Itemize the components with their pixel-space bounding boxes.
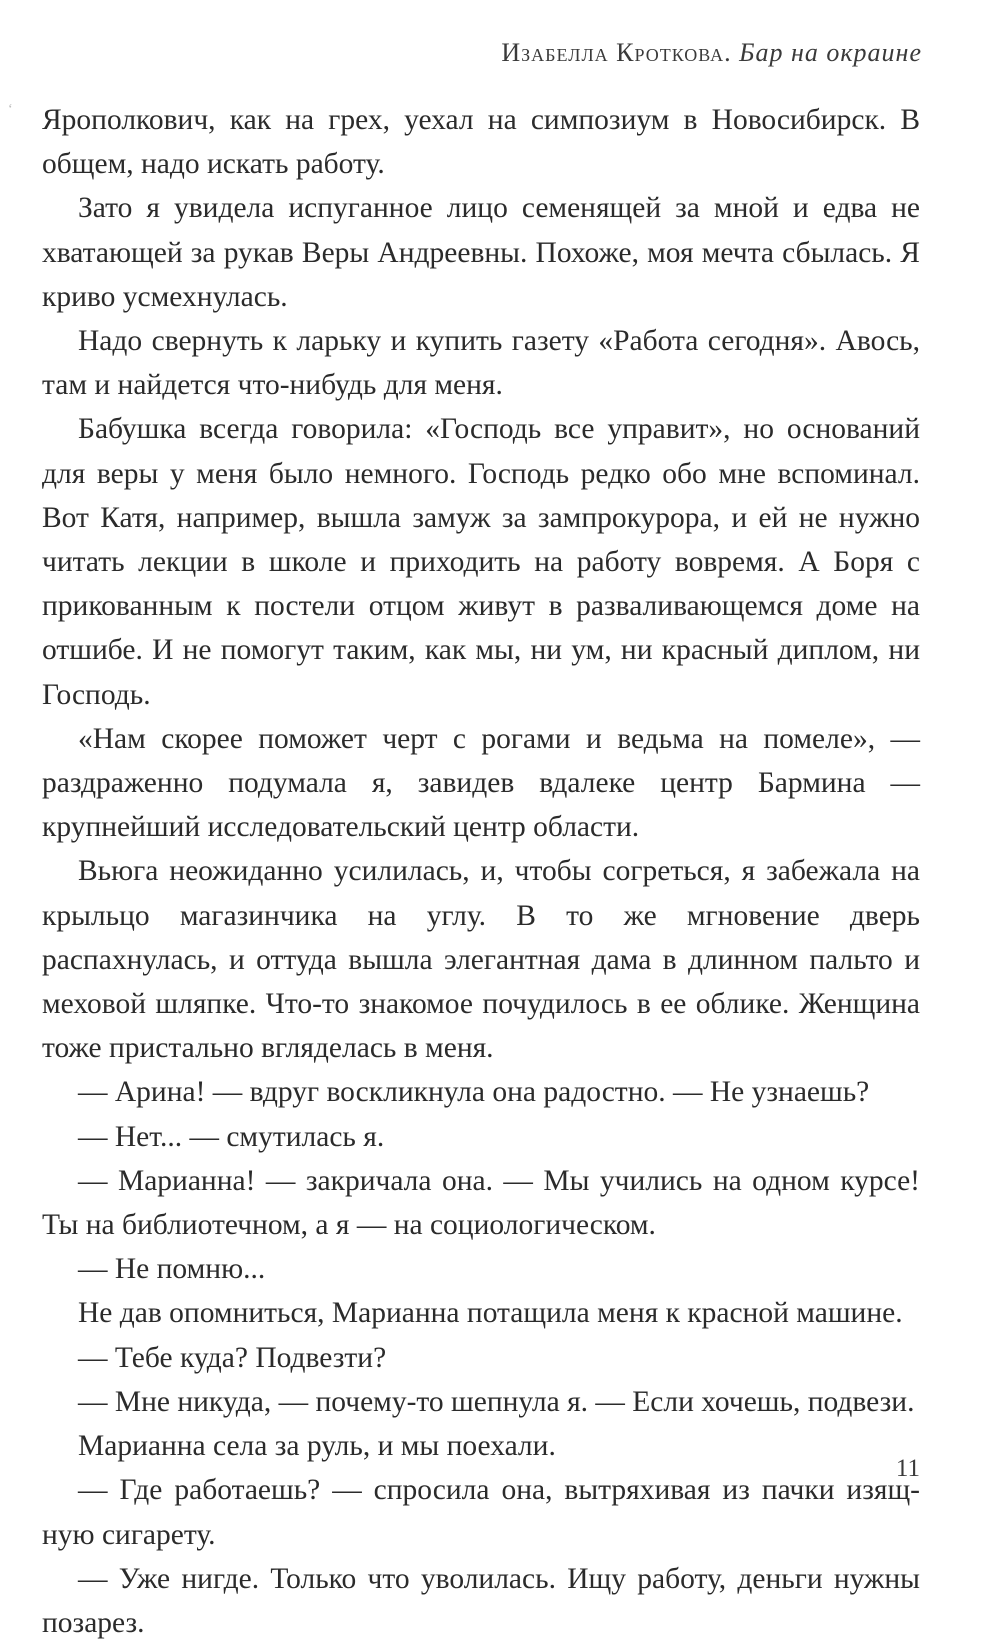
paragraph: Надо свернуть к ларьку и купить газету «Работа сегодня». Авось, там и найдется что-нибудь для меня.: [42, 325, 920, 402]
dialogue-line: — Мне никуда, — почему-то шепнула я. — Если хочешь, подвези.: [78, 1385, 915, 1418]
running-header: [501, 38, 922, 68]
paragraph: Не дав опомниться, Марианна потащила меня к красной машине.: [78, 1297, 903, 1330]
paragraph: Марианна села за руль, и мы поехали.: [78, 1430, 556, 1463]
paragraph: Зато я увидела испуганное лицо семенящей за мной и едва не хватающей за рукав Веры Андреевны. Похоже, моя мечта сбылась. Я криво усмехнулась.: [42, 192, 920, 313]
dialogue-line: — Где работаешь? — спросила она, вытряхивая из пачки изящную сигарету.: [42, 1474, 920, 1551]
dialogue-line: — Уже нигде. Только что уволилась. Ищу работу, деньги нужны позарез.: [42, 1562, 920, 1639]
page-number: 11: [895, 1455, 920, 1482]
paragraph: Вьюга неожиданно усилилась, и, чтобы согреться, я забежала на крыльцо магазинчика на углу. В то же мгновение дверь распахнулась, и оттуда вышла элегантная дама в длинном пальто и меховой шляпке. Что-то знакомое почудилось в ее облике. Женщина тоже пристально вгляделась в меня.: [42, 855, 920, 1065]
paragraph: Ярополкович, как на грех, уехал на симпозиум в Новосибирск. В общем, надо искать работу.: [42, 104, 920, 181]
paragraph: Бабушка всегда говорила: «Господь все управит», но оснований для веры у меня было немного. Господь редко обо мне вспоминал. Вот Катя, например, вышла замуж за зампрокурора, и ей не нужно читать лекции в школе и приходить на работу вовремя. А Боря с прикованным к постели отцом живут в разваливающемся доме на отшибе. И не помогут таким, как мы, ни ум, ни красный диплом, ни Господь.: [42, 413, 920, 711]
margin-mark: ‘: [8, 102, 13, 117]
dialogue-line: — Тебе куда? Подвезти?: [78, 1341, 387, 1374]
header-book-title: Бар на окраине: [739, 38, 922, 67]
dialogue-line: — Марианна! — закричала она. — Мы учились на одном курсе! Ты на библиотечном, а я — на социологическом.: [42, 1164, 920, 1242]
paragraph: «Нам скорее поможет черт с рогами и ведьма на помеле», — раздраженно подумала я, завидев вдалеке центр Бармина — крупнейший исследовательский центр области.: [42, 722, 920, 844]
body-text: [42, 98, 920, 1645]
dialogue-line: — Арина! — вдруг воскликнула она радостно. — Не узнаешь?: [78, 1076, 870, 1109]
dialogue-line: — Нет... — смутилась я.: [78, 1120, 385, 1153]
header-author: Изабелла Кроткова.: [501, 38, 732, 67]
dialogue-line: — Не помню...: [78, 1253, 266, 1286]
